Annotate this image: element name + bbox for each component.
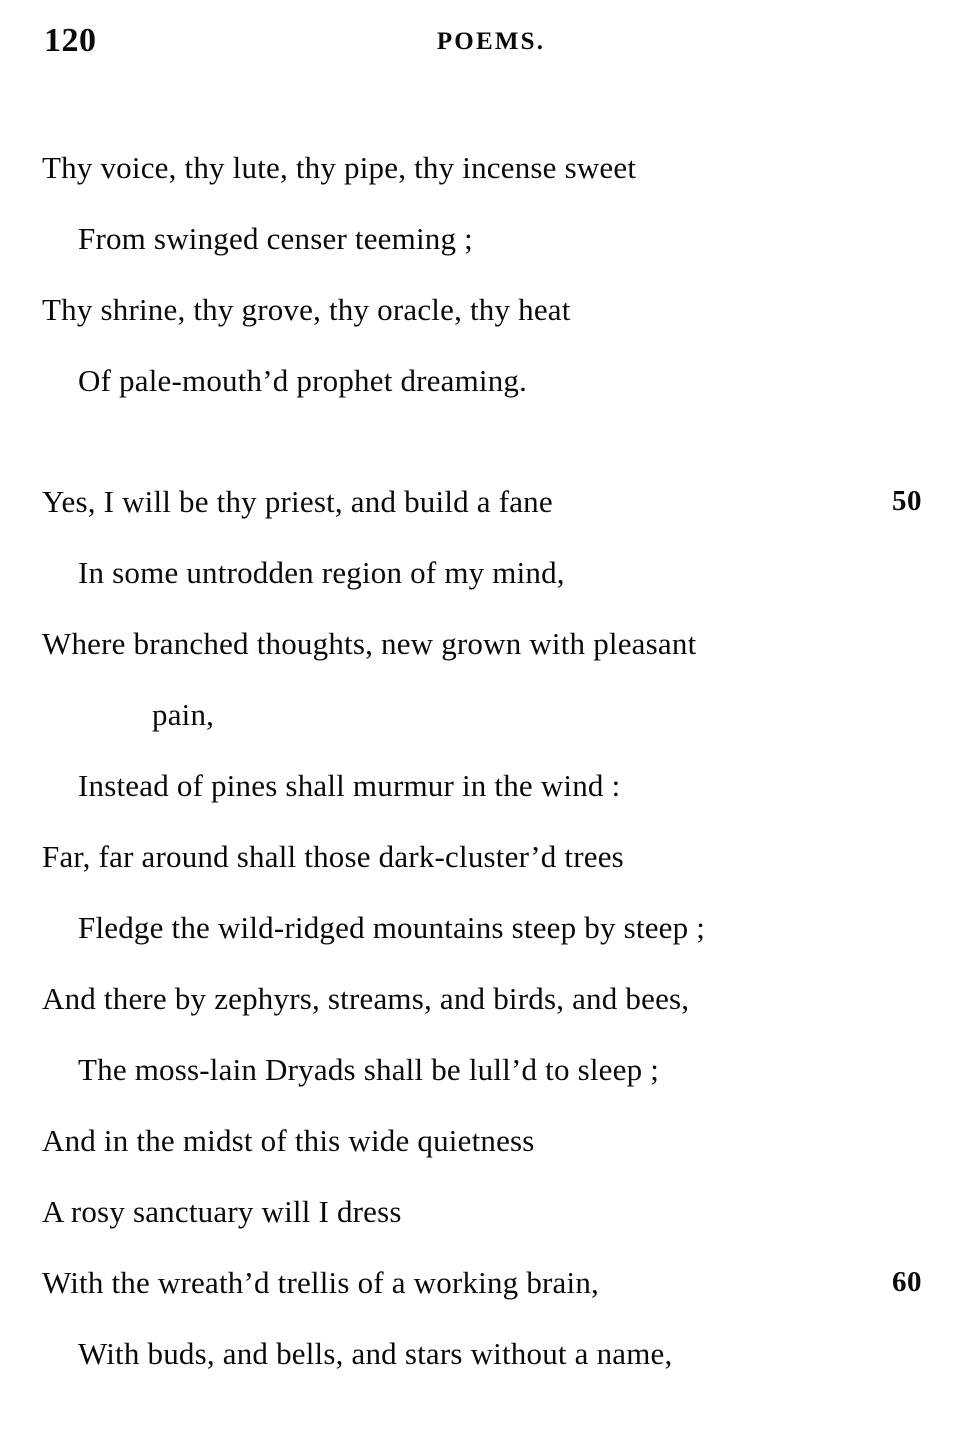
poem-line-text: Where branched thoughts, new grown with pleasant bbox=[42, 626, 697, 661]
poem-line bbox=[40, 1318, 932, 1389]
poem-line-text: From swinged censer teeming ; bbox=[78, 221, 473, 256]
poem-line bbox=[40, 963, 932, 1034]
poem-line bbox=[40, 537, 932, 608]
poem-line-text: Fledge the wild-ridged mountains steep by steep ; bbox=[78, 910, 706, 945]
book-page bbox=[0, 14, 972, 1448]
poem-line-text: Of pale-mouth’d prophet dreaming. bbox=[78, 363, 528, 398]
poem-line-text: A rosy sanctuary will I dress bbox=[42, 1194, 402, 1229]
poem-line-text: With the wreath’d trellis of a working brain, bbox=[42, 1265, 599, 1300]
poem-line bbox=[40, 132, 932, 203]
poem-line bbox=[40, 821, 932, 892]
poem-line bbox=[40, 679, 932, 750]
poem-line bbox=[40, 892, 932, 963]
poem-line bbox=[40, 1105, 932, 1176]
page-header bbox=[0, 14, 972, 74]
poem-line-text: Thy shrine, thy grove, thy oracle, thy heat bbox=[42, 292, 571, 327]
line-number: 50 bbox=[892, 485, 922, 517]
poem-line bbox=[40, 466, 932, 537]
poem-line-text: pain, bbox=[152, 697, 215, 732]
poem-line-text: Far, far around shall those dark-cluster’d trees bbox=[42, 839, 624, 874]
poem-line-text: Yes, I will be thy priest, and build a fane bbox=[42, 484, 553, 519]
line-number: 60 bbox=[892, 1266, 922, 1298]
poem-line bbox=[40, 750, 932, 821]
poem-line-text: In some untrodden region of my mind, bbox=[78, 555, 565, 590]
poem-line bbox=[40, 345, 932, 416]
poem-body bbox=[0, 132, 972, 1389]
poem-line bbox=[40, 608, 932, 679]
poem-line-text: Thy voice, thy lute, thy pipe, thy incense sweet bbox=[42, 150, 637, 185]
poem-line-text: And there by zephyrs, streams, and birds, and bees, bbox=[42, 981, 690, 1016]
poem-line bbox=[40, 1247, 932, 1318]
running-title: POEMS. bbox=[436, 28, 546, 55]
stanza bbox=[40, 466, 932, 1389]
poem-line bbox=[40, 203, 932, 274]
poem-line-text: With buds, and bells, and stars without a name, bbox=[78, 1336, 673, 1371]
poem-line bbox=[40, 1176, 932, 1247]
poem-line-text: The moss-lain Dryads shall be lull’d to sleep ; bbox=[78, 1052, 660, 1087]
poem-line bbox=[40, 1034, 932, 1105]
stanza bbox=[40, 132, 932, 416]
page-number: 120 bbox=[44, 22, 97, 59]
poem-line-text: Instead of pines shall murmur in the wind : bbox=[78, 768, 621, 803]
poem-line bbox=[40, 274, 932, 345]
poem-line-text: And in the midst of this wide quietness bbox=[42, 1123, 535, 1158]
